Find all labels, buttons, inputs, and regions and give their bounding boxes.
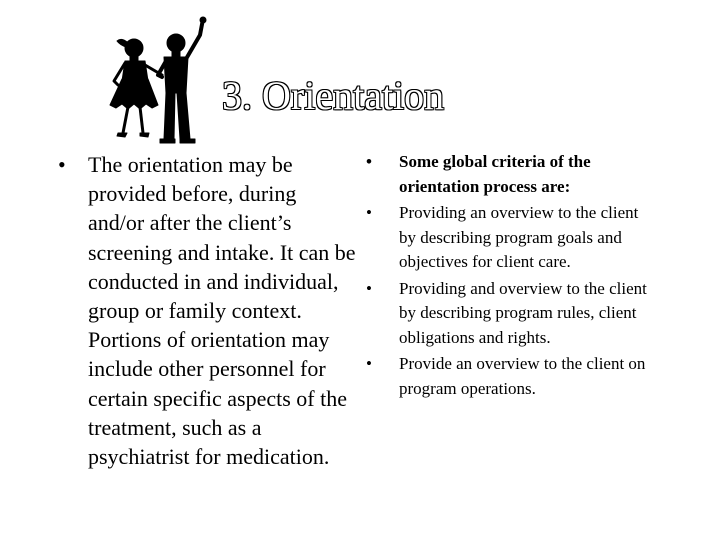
dancing-couple-icon bbox=[100, 15, 215, 145]
list-item bbox=[362, 201, 652, 275]
right-bullet-list bbox=[362, 150, 652, 403]
bullet-text: The orientation may be provided before, during and/or after the client’s screening and intake. It can be conducted in and individual, group or family context. Portions of orientation may include other personnel for certain specific aspects of the treatment, such as a psychiatrist for medication. bbox=[88, 152, 356, 470]
bullet-icon: • bbox=[58, 152, 66, 177]
list-item bbox=[58, 150, 358, 471]
left-bullet-list bbox=[58, 150, 358, 471]
bullet-text: Providing an overview to the client by describing program goals and objectives for client care. bbox=[399, 203, 639, 271]
bullet-text: Some global criteria of the orientation process are: bbox=[399, 152, 591, 196]
slide-title: 3. Orientation bbox=[222, 73, 445, 118]
bullet-text: Provide an overview to the client on program operations. bbox=[399, 354, 646, 398]
bullet-text: Providing and overview to the client by describing program rules, client obligations and rights. bbox=[399, 278, 647, 347]
list-item bbox=[362, 277, 652, 351]
bullet-icon: • bbox=[366, 152, 372, 171]
bullet-icon: • bbox=[366, 203, 372, 222]
bullet-icon: • bbox=[366, 278, 372, 298]
list-item bbox=[362, 352, 652, 401]
bullet-icon: • bbox=[366, 354, 372, 373]
list-item bbox=[362, 150, 652, 199]
